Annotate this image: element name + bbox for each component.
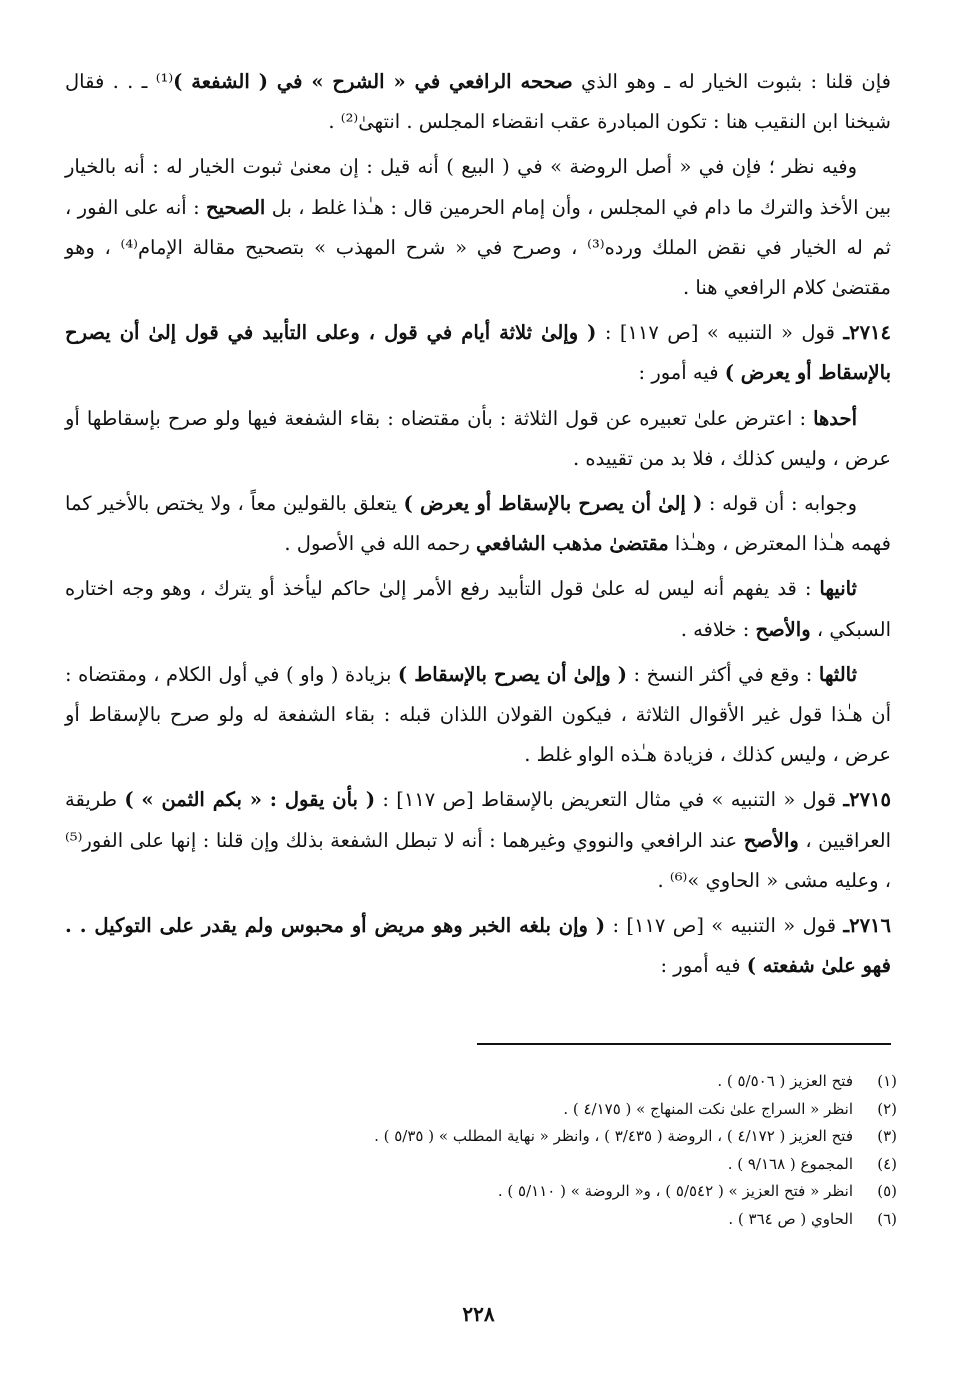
issue-number: ٢٧١٦ـ [843,914,891,938]
main-text [65,62,891,991]
point-label: ثانيها [819,577,857,601]
page-number: ٢٢٨ [462,1302,495,1326]
text-run: قول « التنبيه » [ص ١١٧] : [596,321,844,345]
bold-run: والأصح [755,617,811,641]
text-run: فيه أمور : [638,361,725,385]
paragraph-third [65,655,891,776]
text-run: : قد يفهم أنه ليس له علىٰ قول التأبيد رفع الأمر إلىٰ حاكم ليأخذ أو يترك ، وهو وجه اختاره السبكي ، [65,577,891,641]
text-run: ⁽¹⁾ ـ . . فقال شيخنا ابن النقيب هنا : تكون المبادرة عقب انقضاء المجلس . انتهىٰ⁽²⁾ . [65,70,891,134]
footnote-item [57,1123,897,1151]
paragraph-1 [65,62,891,142]
footnote-number: (٢) [877,1099,897,1118]
issue-number: ٢٧١٥ـ [843,788,892,812]
paragraph-issue-2714 [65,313,891,393]
footnote-number: (٦) [877,1209,897,1228]
text-run: رحمه الله في الأصول . [284,532,476,556]
text-run: : وقع في أكثر النسخ : [626,662,819,686]
issue-number: ٢٧١٤ـ [843,321,892,345]
paragraph-second [65,569,891,649]
footnote-text: المجموع ( ٩/١٦٨ ) . [727,1154,853,1173]
footnote-text: انظر « فتح العزيز » ( ٥/٥٤٢ ) ، و« الروضة » ( ٥/١١٠ ) . [497,1182,853,1200]
paragraph-issue-2716 [65,906,891,986]
footnote-text: انظر « السراج علىٰ نكت المنهاج » ( ٤/١٧٥ ) . [563,1099,853,1118]
footnotes [57,1068,897,1233]
text-run: قول « التنبيه » [ص ١١٧] : [605,914,844,938]
text-run: يتعلق بالقولين معاً ، ولا يختص بالأخير كما فهمه هـٰذا المعترض ، وهـٰذا [65,492,891,556]
quoted-text: ( وإلىٰ أن يصرح بالإسقاط ) [397,662,627,686]
text-run: فيه أمور : [660,954,747,978]
text-run: طريقة العراقيين ، [65,788,891,852]
footnote-item [57,1151,897,1179]
paragraph-first [65,399,891,479]
text-run: بزيادة ( واو ) في أول الكلام ، ومقتضاه : أن هـٰذا قول غير الأقوال الثلاثة ، فيكون القولان اللذان قبله : بقاء الشفعة له ولو صرح بالإسقاط أو عرض ، وليس كذلك ، فزيادة هـٰذه الواو غلط . [65,662,891,767]
footnote-text: فتح العزيز ( ٤/١٧٢ ) ، الروضة ( ٣/٤٣٥ ) ، وانظر « نهاية المطلب » ( ٥/٣٥ ) . [374,1127,853,1145]
quoted-text: ( وإن بلغه الخبر وهو مريض أو محبوس ولم يقدر على التوكيل . . فهو علىٰ شفعته ) [65,914,891,978]
paragraph-issue-2715 [65,780,891,901]
footnote-item [57,1206,897,1234]
footnote-item [57,1096,897,1124]
bold-run: مقتضىٰ مذهب الشافعي [475,532,669,556]
footnote-number: (٥) [877,1182,897,1200]
text-run: : اعترض علىٰ تعبيره عن قول الثلاثة : بأن مقتضاه : بقاء الشفعة فيها ولو صرح بإسقاطها أو عرض ، وليس كذلك ، فلا بد من تقييده . [65,406,891,470]
text-run: : خلافه . [680,617,756,641]
footnote-item [57,1068,897,1096]
footnote-item [57,1178,897,1206]
footnote-number: (١) [877,1072,897,1090]
text-run: وفيه نظر ؛ فإن في « أصل الروضة » في ( البيع ) أنه قيل : إن معنىٰ ثبوت الخيار له : أنه بالخيار بين الأخذ والترك ما دام في المجلس ، وأن إمام الحرمين قال : هـٰذا غلط ، بل [65,155,892,219]
footnote-number: (٤) [877,1154,897,1173]
paragraph-answer [65,484,891,564]
footnote-text: الحاوي ( ص ٣٦٤ ) . [728,1209,853,1228]
bold-run: الصحيح [206,195,266,219]
quoted-text: ( إلىٰ أن يصرح بالإسقاط أو يعرض ) [403,492,703,516]
text-run: وجوابه : أن قوله : [702,492,857,516]
footnote-text: فتح العزيز ( ٥/٥٠٦ ) . [717,1072,853,1090]
quoted-text: ( وإلىٰ ثلاثة أيام في قول ، وعلى التأبيد في قول إلىٰ أن يصرح بالإسقاط أو يعرض ) [65,321,891,385]
text-run: قول « التنبيه » في مثال التعريض بالإسقاط [ص ١١٧] : [375,788,844,812]
footnote-separator [477,1043,891,1045]
point-label: ثالثها [818,662,857,686]
text-run: : أنه على الفور ، ثم له الخيار في نقض الملك ورده⁽³⁾ ، وصرح في « شرح المهذب » بتصحيح مقالة الإمام⁽⁴⁾ ، وهو مقتضىٰ كلام الرافعي هنا . [65,195,891,300]
text-run: فإن قلنا : بثبوت الخيار له ـ وهو الذي [572,70,891,93]
footnote-number: (٣) [877,1127,897,1145]
text-run: عند الرافعي والنووي وغيرهما : أنه لا تبطل الشفعة بذلك وإن قلنا : إنها على الفور⁽⁵⁾ ، وعليه مشى « الحاوي »⁽⁶⁾ . [65,828,891,892]
quoted-text: ( بأن يقول : « بكم الثمن » ) [124,788,376,812]
bold-run: صححه الرافعي في « الشرح » في ( الشفعة ) [173,70,573,93]
paragraph-2 [65,147,891,308]
point-label: أحدها [813,406,857,430]
bold-run: والأصح [743,828,799,852]
